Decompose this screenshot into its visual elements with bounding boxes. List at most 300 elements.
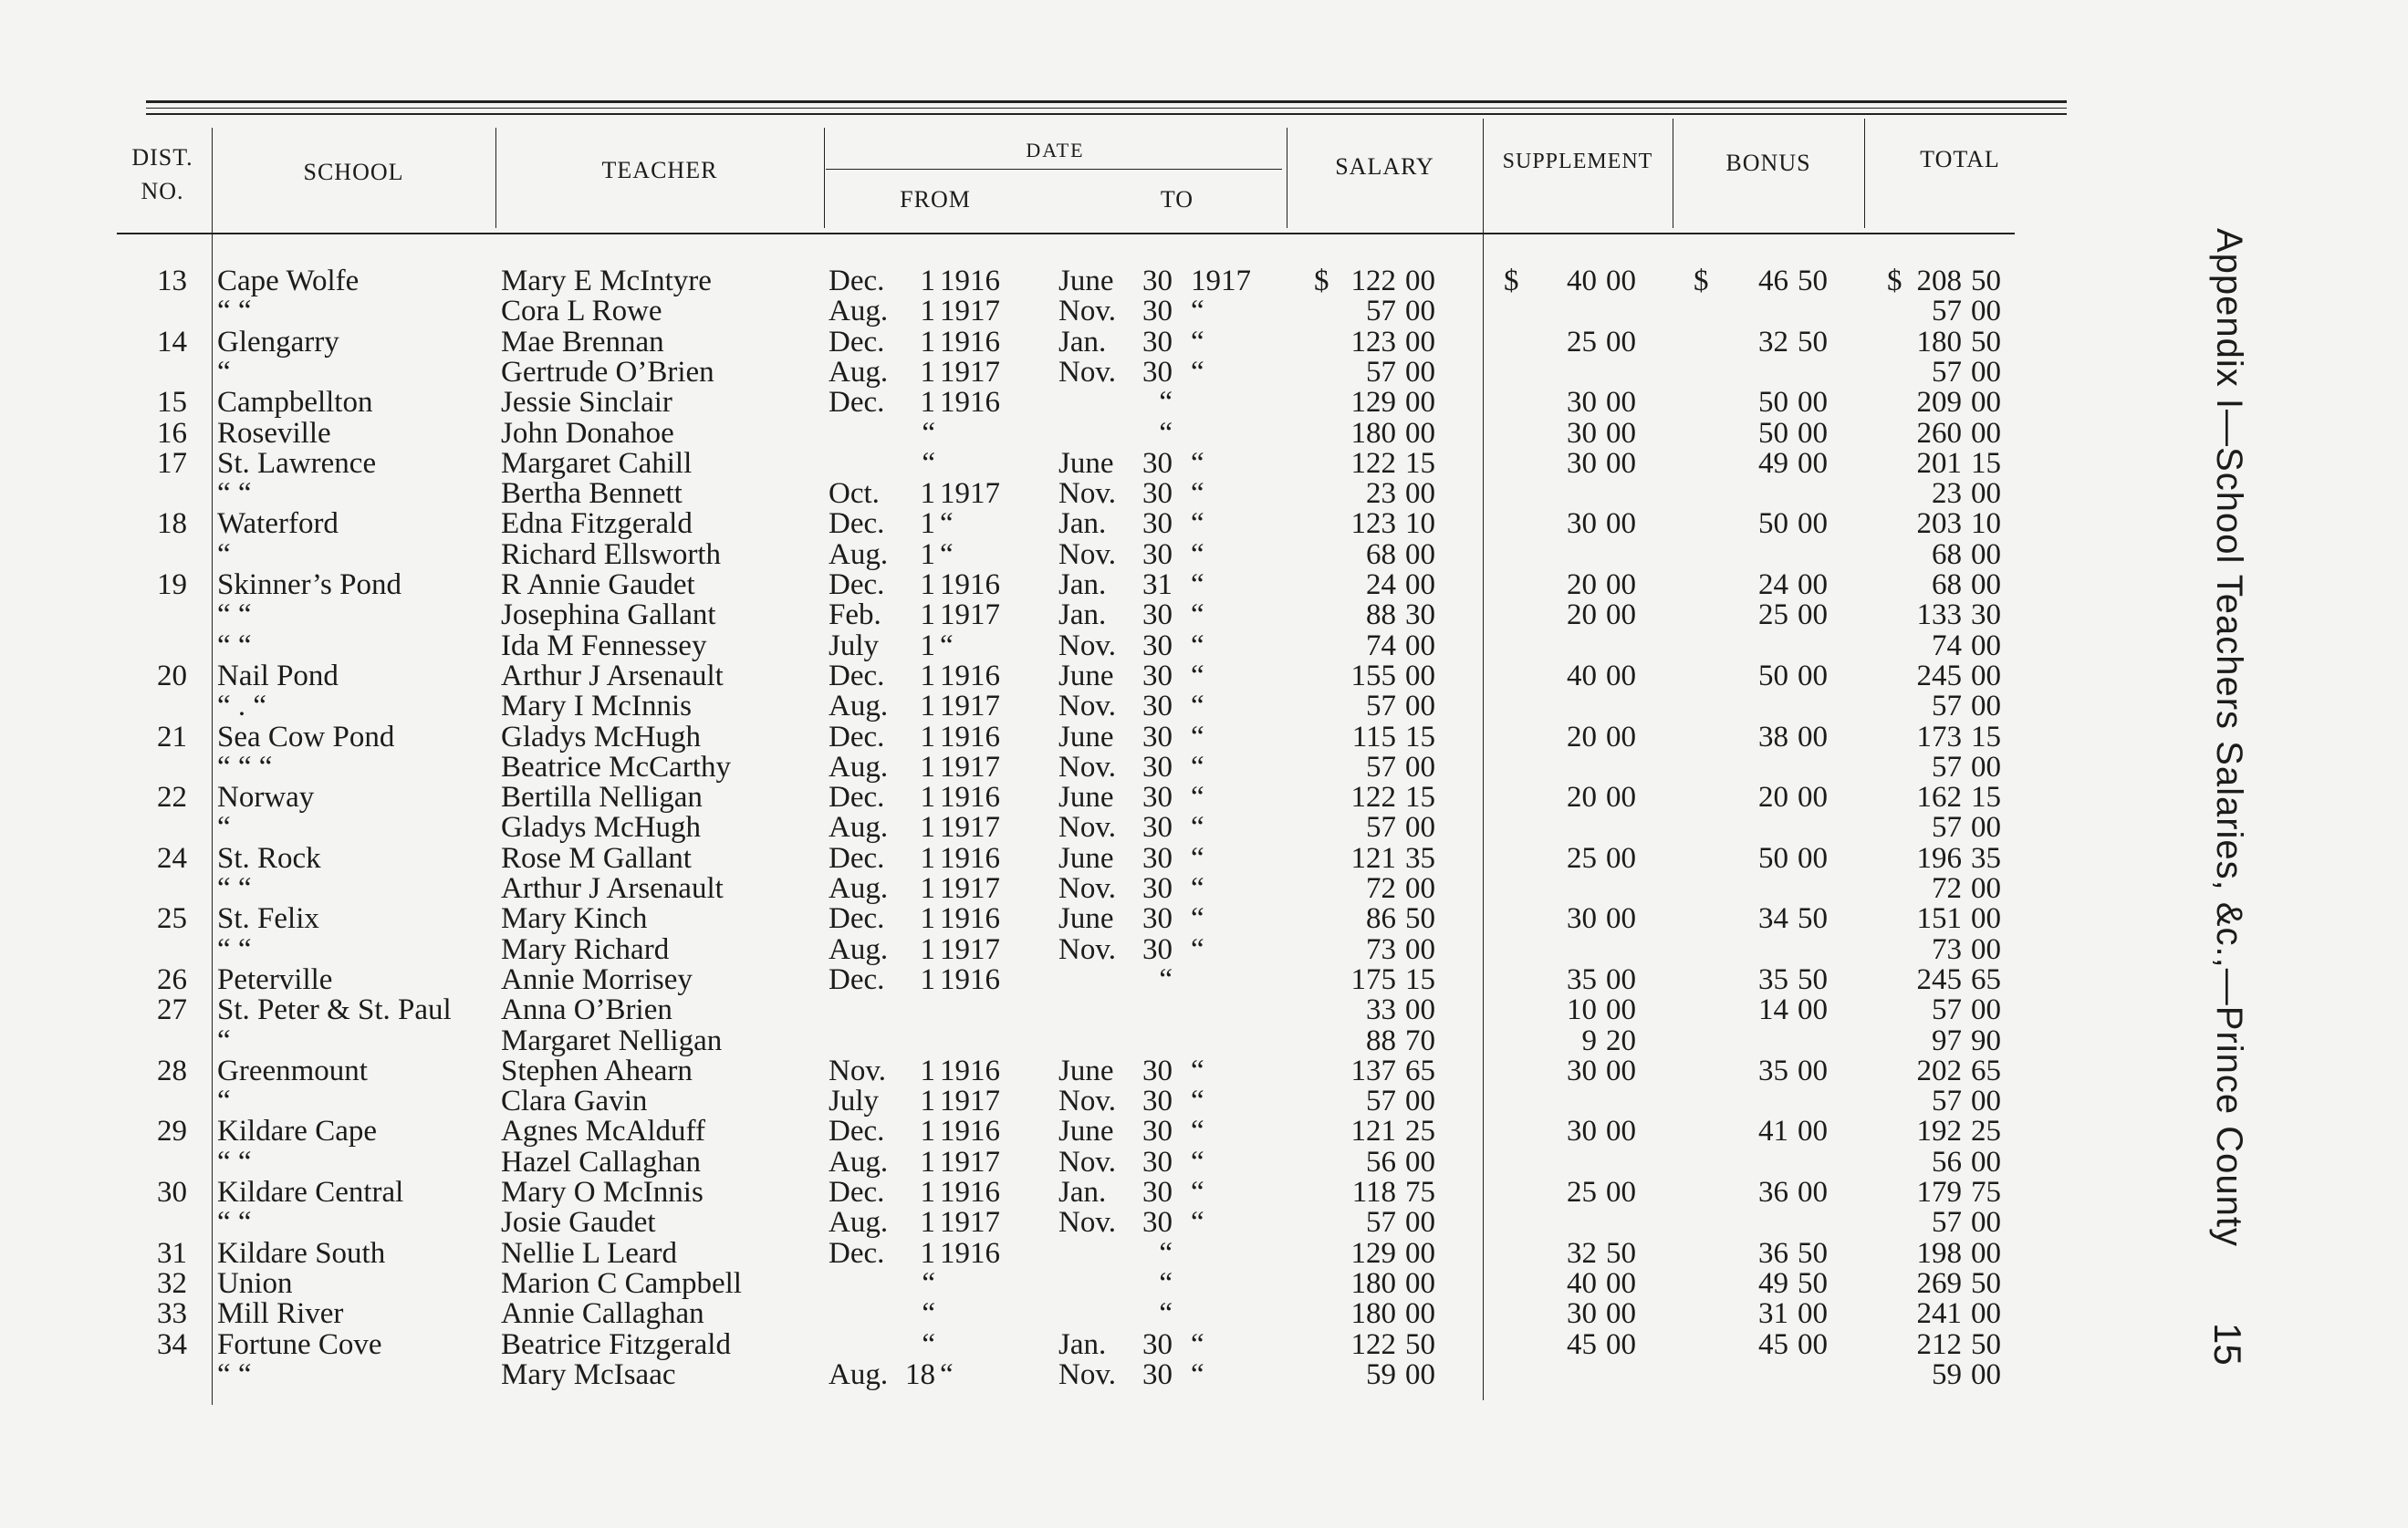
cell-dist: 18	[157, 507, 187, 541]
cell-to-m: Nov.	[1058, 932, 1116, 966]
cell-bonus: 36	[1758, 1176, 1788, 1209]
cell-to-d: “	[1159, 1236, 1173, 1270]
cell-teacher: Annie Morrisey	[501, 962, 693, 996]
cell-total: 68	[1932, 568, 1962, 601]
cell-to-y: “	[1191, 781, 1204, 815]
cell-supp-c: 00	[1606, 1115, 1636, 1149]
cell-from-m: Aug.	[829, 537, 889, 571]
cell-salary-c: 00	[1405, 1357, 1435, 1391]
cell-from-d: 1	[920, 598, 935, 632]
cell-from-d: 1	[920, 902, 935, 936]
cell-to-d: 30	[1142, 629, 1173, 662]
cell-from-d: 1	[920, 1085, 935, 1118]
cell-total-c: 00	[1971, 1357, 2001, 1391]
cell-to-y: “	[1191, 1115, 1204, 1149]
cell-school: Fortune Cove	[217, 1327, 382, 1361]
cell-to-d: 30	[1142, 1115, 1173, 1149]
cell-dist: 20	[157, 659, 187, 692]
cell-bonus: 25	[1758, 598, 1788, 632]
cell-from-d: 1	[920, 1236, 935, 1270]
cell-total-c: 50	[1971, 265, 2001, 297]
cell-to-y: “	[1191, 629, 1204, 662]
cell-school: Union	[217, 1266, 293, 1300]
cell-salary-c: 50	[1405, 1327, 1435, 1361]
cell-supp: 30	[1567, 507, 1597, 541]
cell-from-y: 1917	[940, 811, 1000, 845]
cell-teacher: Mary McIsaac	[501, 1357, 676, 1391]
cell-supp: 20	[1567, 568, 1597, 601]
cell-from-d: 1	[920, 629, 935, 662]
cell-salary-c: 00	[1405, 568, 1435, 601]
cell-to-d: 30	[1142, 477, 1173, 511]
cell-to-m: Nov.	[1058, 295, 1116, 328]
cell-to-m: Nov.	[1058, 537, 1116, 571]
cell-total: 72	[1932, 872, 1962, 905]
cell-supp: 45	[1567, 1327, 1597, 1361]
cell-to-y: “	[1191, 659, 1204, 692]
cell-supp: 30	[1567, 416, 1597, 450]
cell-total: 198	[1916, 1236, 1962, 1270]
cell-bonus-c: 00	[1798, 659, 1828, 692]
cell-total: 260	[1916, 416, 1962, 450]
cell-salary: 24	[1366, 568, 1396, 601]
cell-from-m: Aug.	[829, 690, 889, 723]
cell-dist: 16	[157, 416, 187, 450]
cell-to-d: 30	[1142, 720, 1173, 754]
cell-school: St. Peter & St. Paul	[217, 993, 452, 1027]
cell-from-m: Dec.	[829, 386, 885, 420]
cell-bonus-c: 00	[1798, 1327, 1828, 1361]
cell-supp: 25	[1567, 841, 1597, 875]
cell-from-y: 1916	[940, 962, 1000, 996]
cell-to-d: 30	[1142, 537, 1173, 571]
cell-supp: 30	[1567, 902, 1597, 936]
cell-to-y: 1917	[1191, 265, 1251, 297]
cell-total: 56	[1932, 1145, 1962, 1179]
cell-from-y: 1916	[940, 720, 1000, 754]
cell-total: 245	[1916, 659, 1962, 692]
cell-total: 209	[1916, 386, 1962, 420]
cell-school: “ “	[217, 1206, 252, 1240]
cell-teacher: Gladys McHugh	[501, 720, 702, 754]
cell-salary-c: 00	[1405, 295, 1435, 328]
cell-bonus-c: 00	[1798, 568, 1828, 601]
cell-from-m: Aug.	[829, 872, 889, 905]
cell-supp-c: 00	[1606, 568, 1636, 601]
cell-from-d: 1	[920, 386, 935, 420]
cell-dist: 30	[157, 1176, 187, 1209]
header-supplement: SUPPLEMENT	[1502, 150, 1653, 173]
cell-salary-c: 00	[1405, 355, 1435, 389]
cell-total: 202	[1916, 1054, 1962, 1087]
cell-from-d: 1	[920, 295, 935, 328]
cell-salary: 86	[1366, 902, 1396, 936]
cell-from-m: Dec.	[829, 265, 885, 297]
cell-school: “ “	[217, 598, 252, 632]
cell-dist: 34	[157, 1327, 187, 1361]
cell-total: 180	[1916, 325, 1962, 359]
cell-from-d: 1	[920, 477, 935, 511]
cell-from-y: 1916	[940, 1115, 1000, 1149]
cell-salary-c: 00	[1405, 1206, 1435, 1240]
header-bonus: BONUS	[1725, 150, 1811, 176]
cell-bonus-c: 00	[1798, 446, 1828, 480]
col-divider-7	[1864, 119, 1865, 228]
cell-to-y: “	[1191, 1357, 1204, 1391]
cell-school: Kildare Central	[217, 1176, 404, 1209]
cell-from-d: 1	[920, 872, 935, 905]
cell-supp-c: 00	[1606, 446, 1636, 480]
cell-supp-c: 00	[1606, 598, 1636, 632]
cell-salary: 57	[1366, 355, 1396, 389]
cell-school: “ “	[217, 932, 252, 966]
cell-total-c: 15	[1971, 781, 2001, 815]
cell-salary: 123	[1350, 507, 1396, 541]
cell-school: “	[217, 811, 231, 845]
cell-from-y: 1917	[940, 1206, 1000, 1240]
cell-teacher: Hazel Callaghan	[501, 1145, 701, 1179]
cell-dist: 32	[157, 1266, 187, 1300]
cell-teacher: Jessie Sinclair	[501, 386, 672, 420]
cell-to-y: “	[1191, 568, 1204, 601]
cell-supp-c: 00	[1606, 781, 1636, 815]
cell-to-y: “	[1191, 477, 1204, 511]
cell-to-d: 30	[1142, 1357, 1173, 1391]
cell-supp: 30	[1567, 1115, 1597, 1149]
cell-to-d: “	[1159, 416, 1173, 450]
cell-from-m: Dec.	[829, 781, 885, 815]
cell-bonus-c: 00	[1798, 720, 1828, 754]
cell-to-y: “	[1191, 841, 1204, 875]
cell-to-d: 30	[1142, 1206, 1173, 1240]
cell-total: 133	[1916, 598, 1962, 632]
cell-salary-c: 65	[1405, 1054, 1435, 1087]
cell-to-y: “	[1191, 690, 1204, 723]
cell-school: Mill River	[217, 1297, 344, 1331]
cell-to-d: 30	[1142, 811, 1173, 845]
cell-to-y: “	[1191, 355, 1204, 389]
cell-total-c: 50	[1971, 1266, 2001, 1300]
cell-total-c: 30	[1971, 598, 2001, 632]
cell-supp: 30	[1567, 446, 1597, 480]
cell-supp-c: 00	[1606, 1054, 1636, 1087]
cell-dist: 14	[157, 325, 187, 359]
cell-salary-c: 00	[1405, 932, 1435, 966]
cell-school: Campbellton	[217, 386, 373, 420]
cell-from-m: Dec.	[829, 507, 885, 541]
cell-to-y: “	[1191, 1206, 1204, 1240]
col-divider-1	[212, 128, 213, 1405]
cell-teacher: Bertha Bennett	[501, 477, 683, 511]
cell-supp: 9	[1581, 1024, 1597, 1057]
cell-teacher: Cora L Rowe	[501, 295, 662, 328]
cell-school: “ “ “	[217, 750, 273, 784]
cell-school: “ “	[217, 1357, 252, 1391]
cell-school: Kildare South	[217, 1236, 386, 1270]
cell-salary: 57	[1366, 295, 1396, 328]
cell-salary-c: 15	[1405, 962, 1435, 996]
cell-salary-c: 00	[1405, 690, 1435, 723]
cell-salary: 57	[1366, 690, 1396, 723]
cell-salary: 122	[1350, 265, 1396, 297]
cell-supp: 25	[1567, 1176, 1597, 1209]
cell-from-m: Aug.	[829, 1357, 889, 1391]
cell-supp: 40	[1567, 659, 1597, 692]
cell-supp-c: 20	[1606, 1024, 1636, 1057]
cell-salary-c: 50	[1405, 902, 1435, 936]
cell-from-m: Dec.	[829, 962, 885, 996]
cell-school: “	[217, 355, 231, 389]
cell-total-c: 10	[1971, 507, 2001, 541]
cell-school: “ “	[217, 295, 252, 328]
cell-teacher: Mary Kinch	[501, 902, 648, 936]
cell-to-y: “	[1191, 446, 1204, 480]
cell-from-d: 1	[920, 750, 935, 784]
cell-to-m: June	[1058, 841, 1114, 875]
cell-from-y: 1917	[940, 355, 1000, 389]
cell-supp: 40	[1567, 265, 1597, 297]
cell-teacher: John Donahoe	[501, 416, 674, 450]
cell-school: “ . “	[217, 690, 267, 723]
cell-total-c: 00	[1971, 416, 2001, 450]
cell-to-d: 30	[1142, 265, 1173, 297]
cell-to-m: June	[1058, 1115, 1114, 1149]
cell-from-m: Feb.	[829, 598, 881, 632]
cell-from-m: July	[829, 629, 880, 662]
cell-to-m: Nov.	[1058, 750, 1116, 784]
cell-to-y: “	[1191, 1085, 1204, 1118]
cell-bonus: 50	[1758, 507, 1788, 541]
cell-bonus-c: 00	[1798, 1297, 1828, 1331]
cell-dist: 24	[157, 841, 187, 875]
cell-salary: 180	[1350, 1297, 1396, 1331]
cell-dist: 31	[157, 1236, 187, 1270]
cell-salary-c: 15	[1405, 720, 1435, 754]
cell-to-d: “	[1159, 1266, 1173, 1300]
cell-from-d: 18	[905, 1357, 935, 1391]
top-rule-thin-2	[146, 113, 2067, 115]
cell-total-c: 00	[1971, 690, 2001, 723]
cell-bonus-c: 00	[1798, 1054, 1828, 1087]
cell-from-m: Dec.	[829, 902, 885, 936]
cell-total-c: 00	[1971, 902, 2001, 936]
cell-from-d: 1	[920, 1145, 935, 1179]
cell-total: 179	[1916, 1176, 1962, 1209]
cell-to-d: 30	[1142, 781, 1173, 815]
cell-from-d: 1	[920, 720, 935, 754]
cell-supp-c: 00	[1606, 386, 1636, 420]
cell-salary-c: 00	[1405, 386, 1435, 420]
cell-bonus: 38	[1758, 720, 1788, 754]
cell-salary: 57	[1366, 811, 1396, 845]
cell-bonus-c: 00	[1798, 598, 1828, 632]
cell-teacher: Ida M Fennessey	[501, 629, 707, 662]
cell-salary: 23	[1366, 477, 1396, 511]
cell-supp: 30	[1567, 386, 1597, 420]
cell-teacher: Nellie L Leard	[501, 1236, 678, 1270]
cell-bonus: 46	[1758, 265, 1788, 297]
cell-supp: 20	[1567, 598, 1597, 632]
cell-from-m: Dec.	[829, 1176, 885, 1209]
cell-from-m: Dec.	[829, 659, 885, 692]
cell-teacher: Mae Brennan	[501, 325, 664, 359]
cell-school: Kildare Cape	[217, 1115, 378, 1149]
cell-teacher: Mary Richard	[501, 932, 670, 966]
cell-from-m: Dec.	[829, 841, 885, 875]
cell-total-c: 65	[1971, 962, 2001, 996]
cell-bonus-sign: $	[1694, 265, 1709, 297]
cell-teacher: Stephen Ahearn	[501, 1054, 693, 1087]
cell-from-y: 1916	[940, 902, 1000, 936]
cell-dist: 15	[157, 386, 187, 420]
cell-total-c: 00	[1971, 537, 2001, 571]
cell-to-m: June	[1058, 265, 1114, 297]
cell-total: 73	[1932, 932, 1962, 966]
cell-salary-c: 00	[1405, 659, 1435, 692]
cell-teacher: Mary I McInnis	[501, 690, 692, 723]
cell-supp-c: 00	[1606, 962, 1636, 996]
cell-salary: 72	[1366, 872, 1396, 905]
cell-to-y: “	[1191, 598, 1204, 632]
cell-from-d: 1	[920, 962, 935, 996]
cell-salary: 57	[1366, 750, 1396, 784]
cell-salary-c: 35	[1405, 841, 1435, 875]
cell-salary: 57	[1366, 1206, 1396, 1240]
cell-bonus: 41	[1758, 1115, 1788, 1149]
cell-teacher: Gladys McHugh	[501, 811, 702, 845]
cell-teacher: Mary E McIntyre	[501, 265, 712, 297]
cell-from-d: 1	[920, 537, 935, 571]
cell-salary: 118	[1351, 1176, 1396, 1209]
cell-bonus: 31	[1758, 1297, 1788, 1331]
cell-salary: 88	[1366, 598, 1396, 632]
cell-supp-c: 00	[1606, 416, 1636, 450]
cell-to-y: “	[1191, 537, 1204, 571]
cell-to-y: “	[1191, 932, 1204, 966]
cell-bonus: 50	[1758, 841, 1788, 875]
header-dist-no-1: DIST.	[131, 144, 193, 171]
cell-teacher: Richard Ellsworth	[501, 537, 722, 571]
cell-total: 162	[1916, 781, 1962, 815]
cell-from-y: “	[940, 537, 954, 571]
cell-salary-c: 00	[1405, 416, 1435, 450]
cell-salary: 175	[1350, 962, 1396, 996]
cell-bonus-c: 00	[1798, 1176, 1828, 1209]
cell-bonus-c: 00	[1798, 416, 1828, 450]
cell-teacher: R Annie Gaudet	[501, 568, 695, 601]
cell-to-d: 30	[1142, 1176, 1173, 1209]
cell-salary: 121	[1350, 1115, 1396, 1149]
cell-bonus: 50	[1758, 386, 1788, 420]
cell-bonus: 50	[1758, 659, 1788, 692]
cell-supp: 10	[1567, 993, 1597, 1027]
cell-supp-c: 00	[1606, 841, 1636, 875]
cell-salary: 180	[1350, 416, 1396, 450]
cell-teacher: Josie Gaudet	[501, 1206, 656, 1240]
cell-from-y: “	[940, 507, 954, 541]
cell-total: 57	[1932, 355, 1962, 389]
cell-to-d: “	[1159, 386, 1173, 420]
cell-bonus-c: 50	[1798, 1236, 1828, 1270]
cell-supp-c: 00	[1606, 265, 1636, 297]
cell-school: “	[217, 537, 231, 571]
cell-bonus: 20	[1758, 781, 1788, 815]
cell-total-c: 00	[1971, 750, 2001, 784]
cell-supp: 25	[1567, 325, 1597, 359]
cell-supp-c: 00	[1606, 659, 1636, 692]
cell-from-y: 1916	[940, 841, 1000, 875]
cell-salary: 137	[1350, 1054, 1396, 1087]
cell-from-y: 1917	[940, 1145, 1000, 1179]
cell-salary-c: 70	[1405, 1024, 1435, 1057]
cell-to-m: Jan.	[1058, 598, 1107, 632]
cell-bonus-c: 50	[1798, 1266, 1828, 1300]
cell-salary: 122	[1350, 446, 1396, 480]
cell-from-m: July	[829, 1085, 880, 1118]
cell-teacher: Gertrude O’Brien	[501, 355, 714, 389]
cell-teacher: Edna Fitzgerald	[501, 507, 693, 541]
cell-school: Glengarry	[217, 325, 339, 359]
cell-to-d: 30	[1142, 659, 1173, 692]
cell-supp-c: 00	[1606, 1297, 1636, 1331]
cell-total-c: 00	[1971, 1236, 2001, 1270]
cell-supp-sign: $	[1504, 265, 1519, 297]
cell-bonus: 35	[1758, 962, 1788, 996]
cell-to-d: 30	[1142, 295, 1173, 328]
cell-to-m: June	[1058, 446, 1114, 480]
cell-from-y: “	[940, 1357, 954, 1391]
cell-school: “ “	[217, 477, 252, 511]
cell-bonus-c: 50	[1798, 325, 1828, 359]
cell-from-y: 1917	[940, 598, 1000, 632]
cell-from-d: 1	[920, 325, 935, 359]
cell-total-sign: $	[1887, 265, 1902, 297]
cell-supp-c: 00	[1606, 1266, 1636, 1300]
cell-to-m: Nov.	[1058, 629, 1116, 662]
cell-from-m: Aug.	[829, 932, 889, 966]
cell-to-d: 30	[1142, 325, 1173, 359]
cell-from-y: “	[940, 629, 954, 662]
cell-salary-c: 00	[1405, 811, 1435, 845]
cell-supp: 30	[1567, 1297, 1597, 1331]
cell-to-y: “	[1191, 507, 1204, 541]
cell-from-m: Aug.	[829, 750, 889, 784]
cell-salary: 180	[1350, 1266, 1396, 1300]
cell-school: Peterville	[217, 962, 333, 996]
cell-total: 208	[1916, 265, 1962, 297]
cell-from-m: Aug.	[829, 355, 889, 389]
cell-salary: 68	[1366, 537, 1396, 571]
cell-teacher: Arthur J Arsenault	[501, 872, 724, 905]
cell-total-c: 65	[1971, 1054, 2001, 1087]
cell-to-d: 30	[1142, 446, 1173, 480]
cell-from-d: 1	[920, 1206, 935, 1240]
cell-teacher: Josephina Gallant	[501, 598, 716, 632]
cell-to-d: “	[1159, 1297, 1173, 1331]
cell-from-d: 1	[920, 659, 935, 692]
cell-to-d: 30	[1142, 872, 1173, 905]
cell-to-d: 30	[1142, 1145, 1173, 1179]
cell-from-y: 1917	[940, 872, 1000, 905]
cell-to-d: 30	[1142, 690, 1173, 723]
col-divider-5	[1483, 119, 1484, 1400]
cell-total: 97	[1932, 1024, 1962, 1057]
cell-to-m: June	[1058, 781, 1114, 815]
cell-supp-c: 00	[1606, 325, 1636, 359]
cell-salary: 123	[1350, 325, 1396, 359]
cell-total: 57	[1932, 690, 1962, 723]
cell-teacher: Margaret Cahill	[501, 446, 693, 480]
